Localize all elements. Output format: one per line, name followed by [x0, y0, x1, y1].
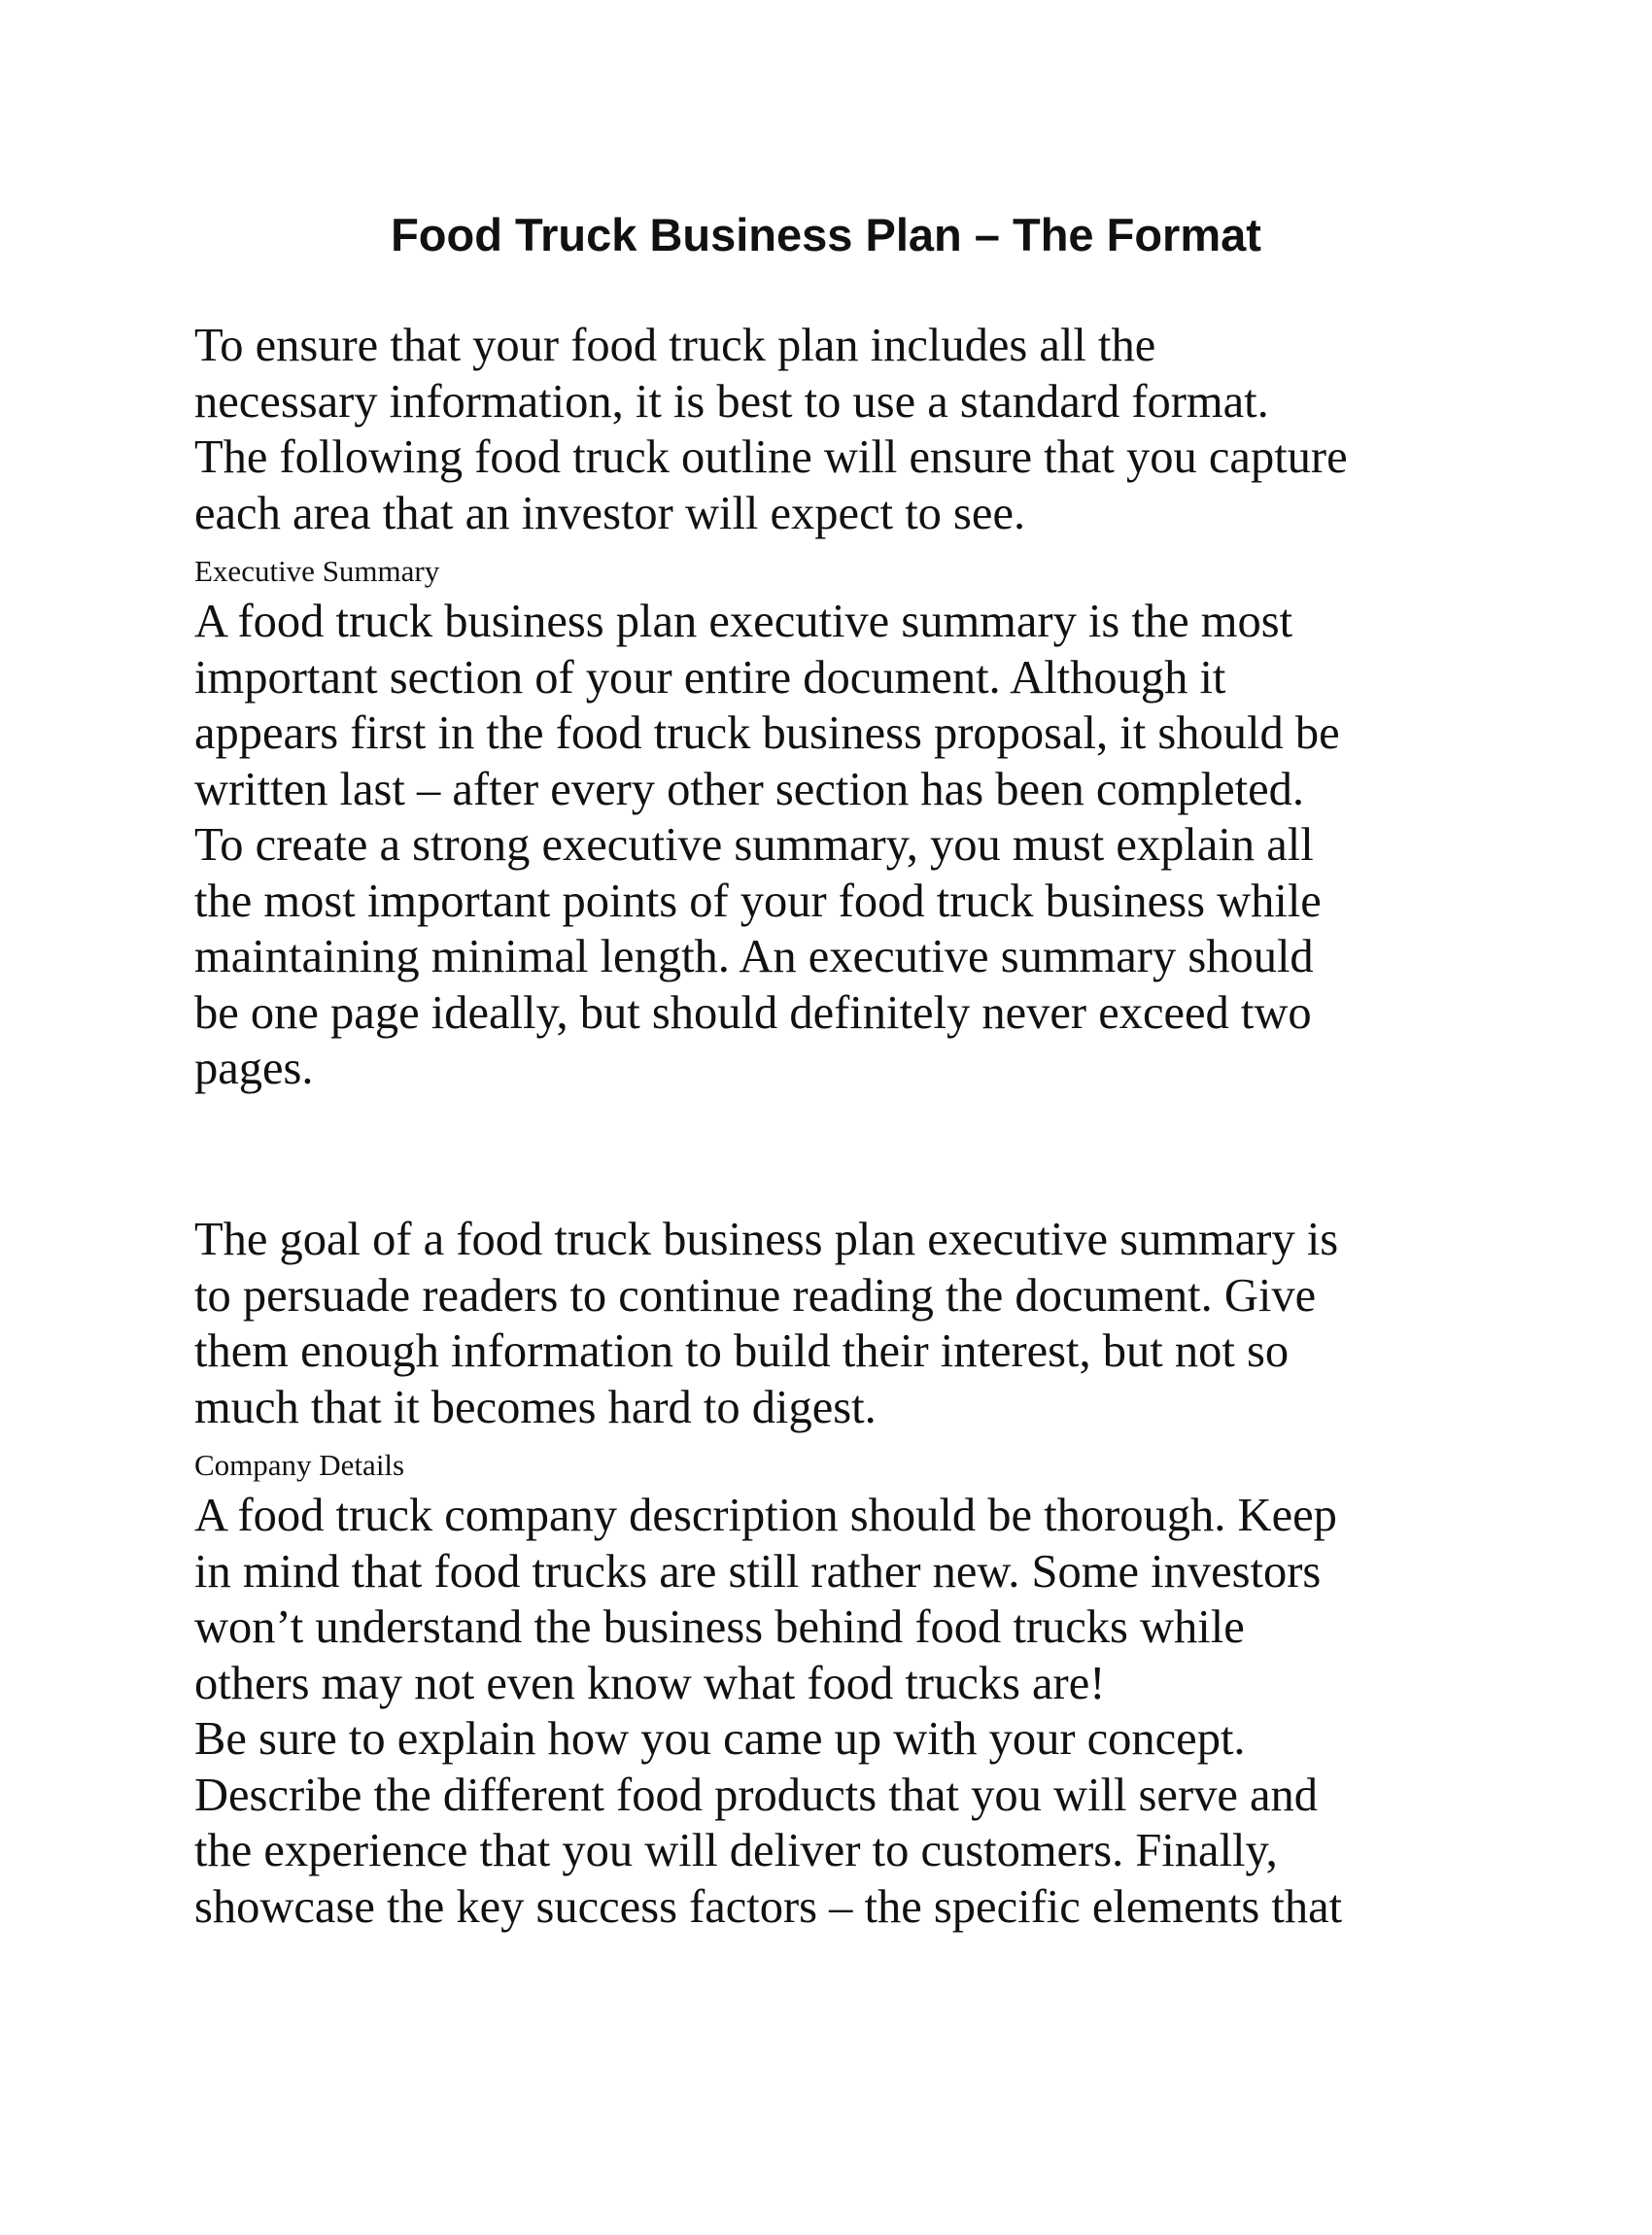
intro-paragraph: To ensure that your food truck plan includes all the necessary information, it is best to use a standard format. The following food truck outline will ensure that you capture each area that an investor will expect to see. [194, 320, 1348, 539]
section-heading-company-details: Company Details [194, 1448, 405, 1482]
executive-summary-paragraph-2: The goal of a food truck business plan executive summary is to persuade readers to continue reading the document. Give them enough information to build their interest, but not so much that it becomes hard to digest. [194, 1214, 1339, 1433]
company-details-paragraph-2: Be sure to explain how you came up with your concept. Describe the different food products that you will serve and the experience that you will deliver to customers. Finally, showcase the key success factors – the specific elements that [194, 1713, 1343, 1933]
executive-summary-paragraph-1: A food truck business plan executive summary is the most important section of your entire document. Although it appears first in the food truck business proposal, it should be written last – after every other section has been completed. To create a strong executive summary, you must explain all the most important points of your food truck business while maintaining minimal length. An executive summary should be one page ideally, but should definitely never exceed two pages. [194, 596, 1340, 1094]
section-heading-executive-summary: Executive Summary [194, 554, 440, 588]
company-details-paragraph-1: A food truck company description should be thorough. Keep in mind that food trucks are still rather new. Some investors won’t understand the business behind food trucks while others may not even know what food trucks are! [194, 1490, 1337, 1709]
page-title: Food Truck Business Plan – The Format [391, 209, 1261, 260]
